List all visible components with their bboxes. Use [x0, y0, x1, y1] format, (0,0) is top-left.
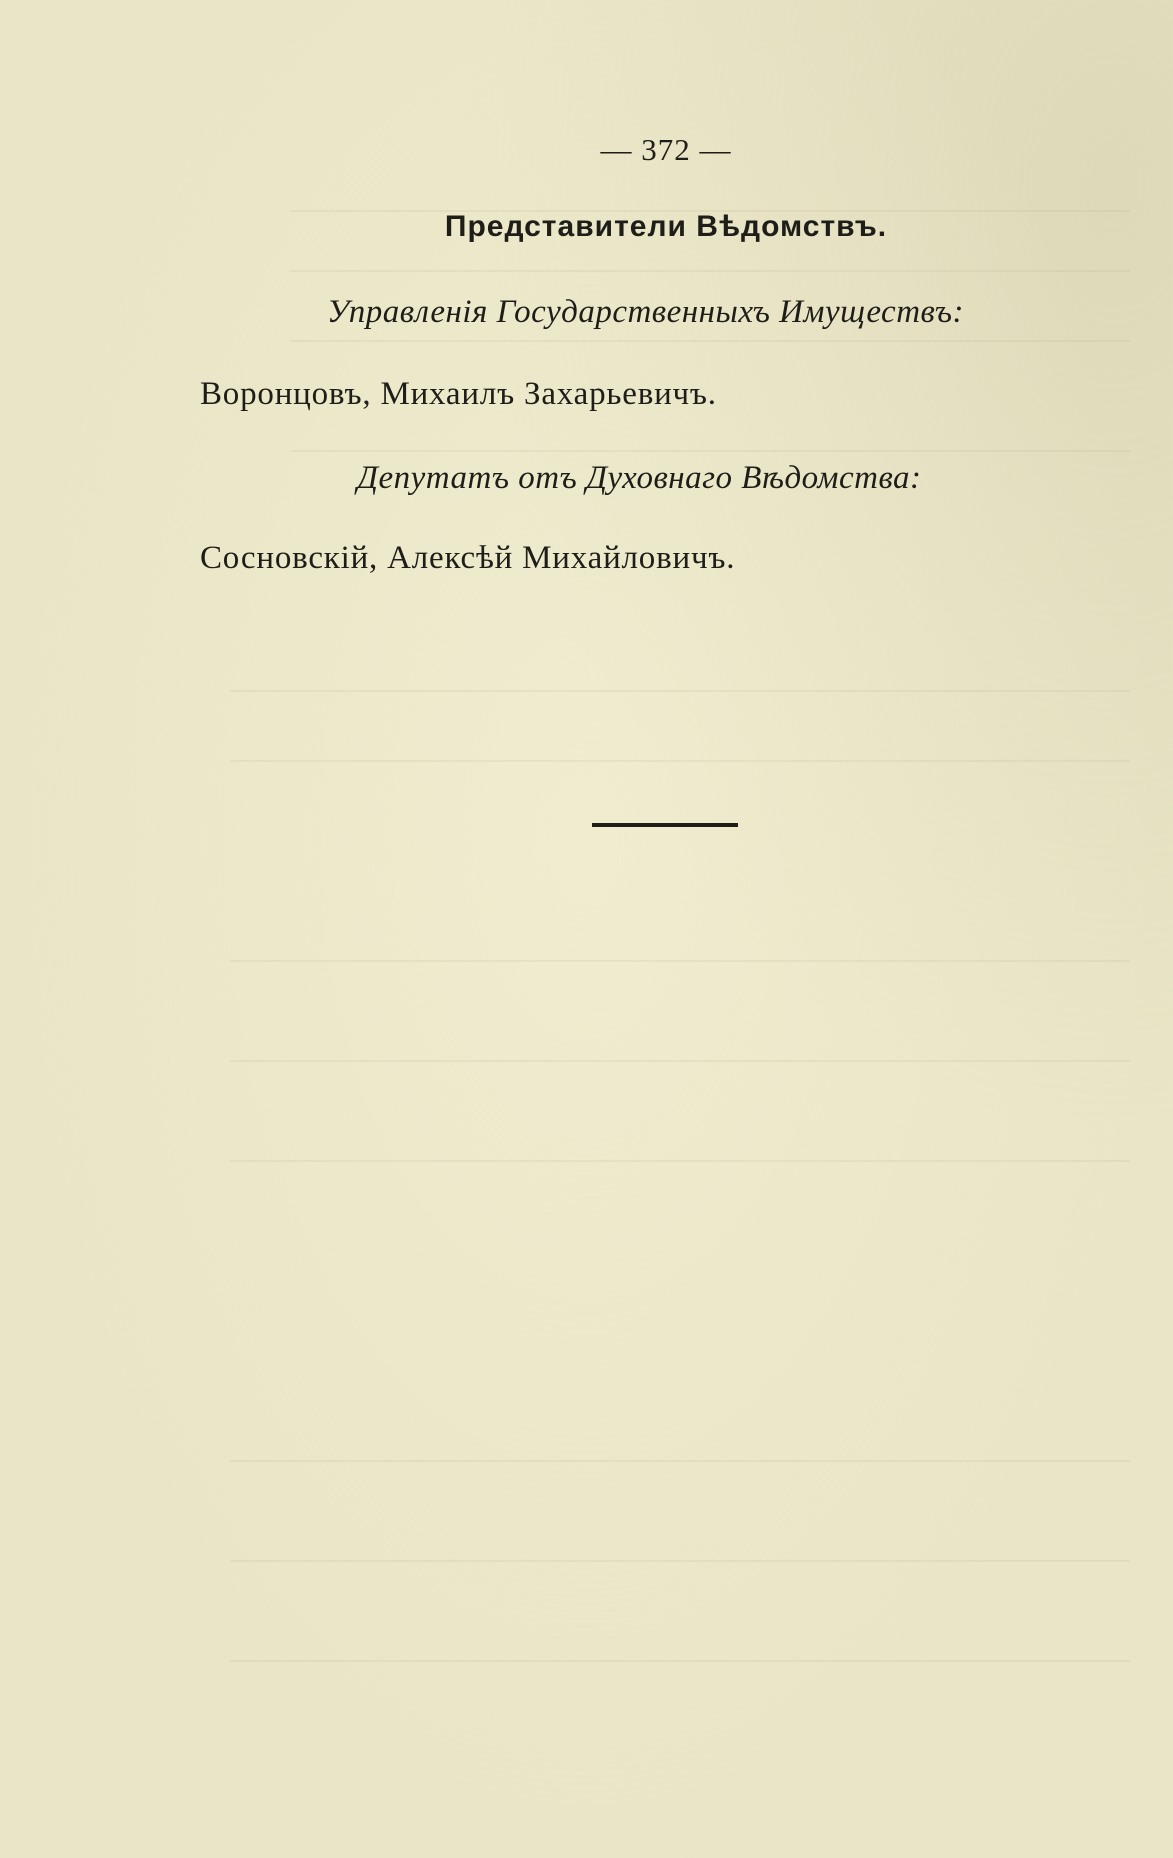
representative-entry: Сосновскій, Алексѣй Михайловичъ.	[200, 540, 736, 576]
representative-entry: Воронцовъ, Михаилъ Захарьевичъ.	[200, 376, 717, 412]
page-number: — 372 —	[600, 132, 732, 167]
page-title: Представители Вѣдомствъ.	[444, 210, 888, 243]
section-heading-state-property: Управленія Государственныхъ Имуществъ:	[327, 294, 965, 330]
end-rule-divider	[592, 823, 738, 827]
section-heading-clergy-deputy: Депутатъ отъ Духовнаго Вѣдомства:	[357, 460, 922, 496]
